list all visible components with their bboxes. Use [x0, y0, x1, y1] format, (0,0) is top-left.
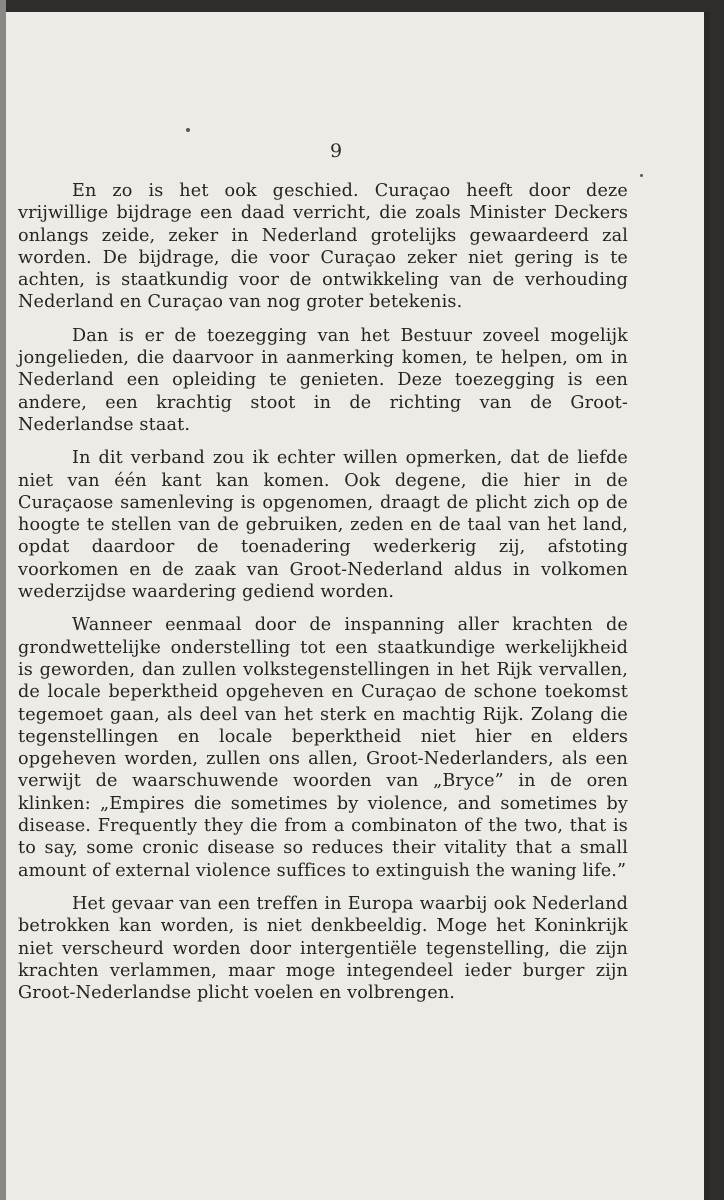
paragraph: Wanneer eenmaal door de inspanning aller krachten de grondwettelijke onderstelling tot een staatkundige werkelijkheid is geworden, dan zullen volkstegenstellingen in het Rijk vervallen, de locale beperktheid opgeheven en Curaçao de schone toekomst tegemoet gaan, als deel van het sterk en machtig Rijk. Zolang die tegenstellingen en locale beperktheid niet hier en elders opgeheven worden, zullen ons allen, Groot-Nederlanders, als een verwijt de waarschuwende woorden van „Bryce” in de oren klinken: „Empires die sometimes by violence, and sometimes by disease. Frequently they die from a combinaton of the two, that is to say, some cronic disease so reduces their vitality that a small amount of external violence suffices to extinguish the waning life.” — [18, 615, 628, 881]
paragraph: En zo is het ook geschied. Curaçao heeft door deze vrijwillige bijdrage een daad verricht, die zoals Minister Deckers onlangs zeide, zeker in Nederland grotelijks gewaardeerd zal worden. De bijdrage, die voor Curaçao zeker niet gering is te achten, is staatkundig voor de ontwikkeling van de verhouding Nederland en Curaçao van nog groter betekenis. — [18, 181, 628, 313]
book-page — [6, 12, 710, 1200]
body-text — [18, 180, 628, 1015]
scan-top-border — [0, 0, 724, 12]
scan-right-border — [710, 0, 724, 1200]
ink-speck — [640, 174, 643, 177]
paragraph: In dit verband zou ik echter willen opmerken, dat de liefde niet van één kant kan komen. Ook degene, die hier in de Curaçaose samenleving is opgenomen, draagt de plicht zich op de hoogte te stellen van de gebruiken, zeden en de taal van het land, opdat daardoor de toenadering wederkerig zij, afstoting voorkomen en de zaak van Groot-Nederland aldus in volkomen wederzijdse waardering gediend worden. — [18, 448, 628, 603]
paragraph: Dan is er de toezegging van het Bestuur zoveel mogelijk jongelieden, die daarvoor in aanmerking komen, te helpen, om in Nederland een opleiding te genieten. Deze toezegging is een andere, een krachtig stoot in de richting van de Groot-Nederlandse staat. — [18, 325, 628, 435]
ink-speck — [186, 128, 190, 132]
page-number: 9 — [329, 140, 343, 162]
paragraph: Het gevaar van een treffen in Europa waarbij ook Nederland betrokken kan worden, is niet denkbeeldig. Moge het Koninkrijk niet verscheurd worden door intergentiële tegenstelling, die zijn krachten verlammen, maar moge integendeel ieder burger zijn Groot-Nederlandse plicht voelen en volbrengen. — [18, 893, 628, 1004]
